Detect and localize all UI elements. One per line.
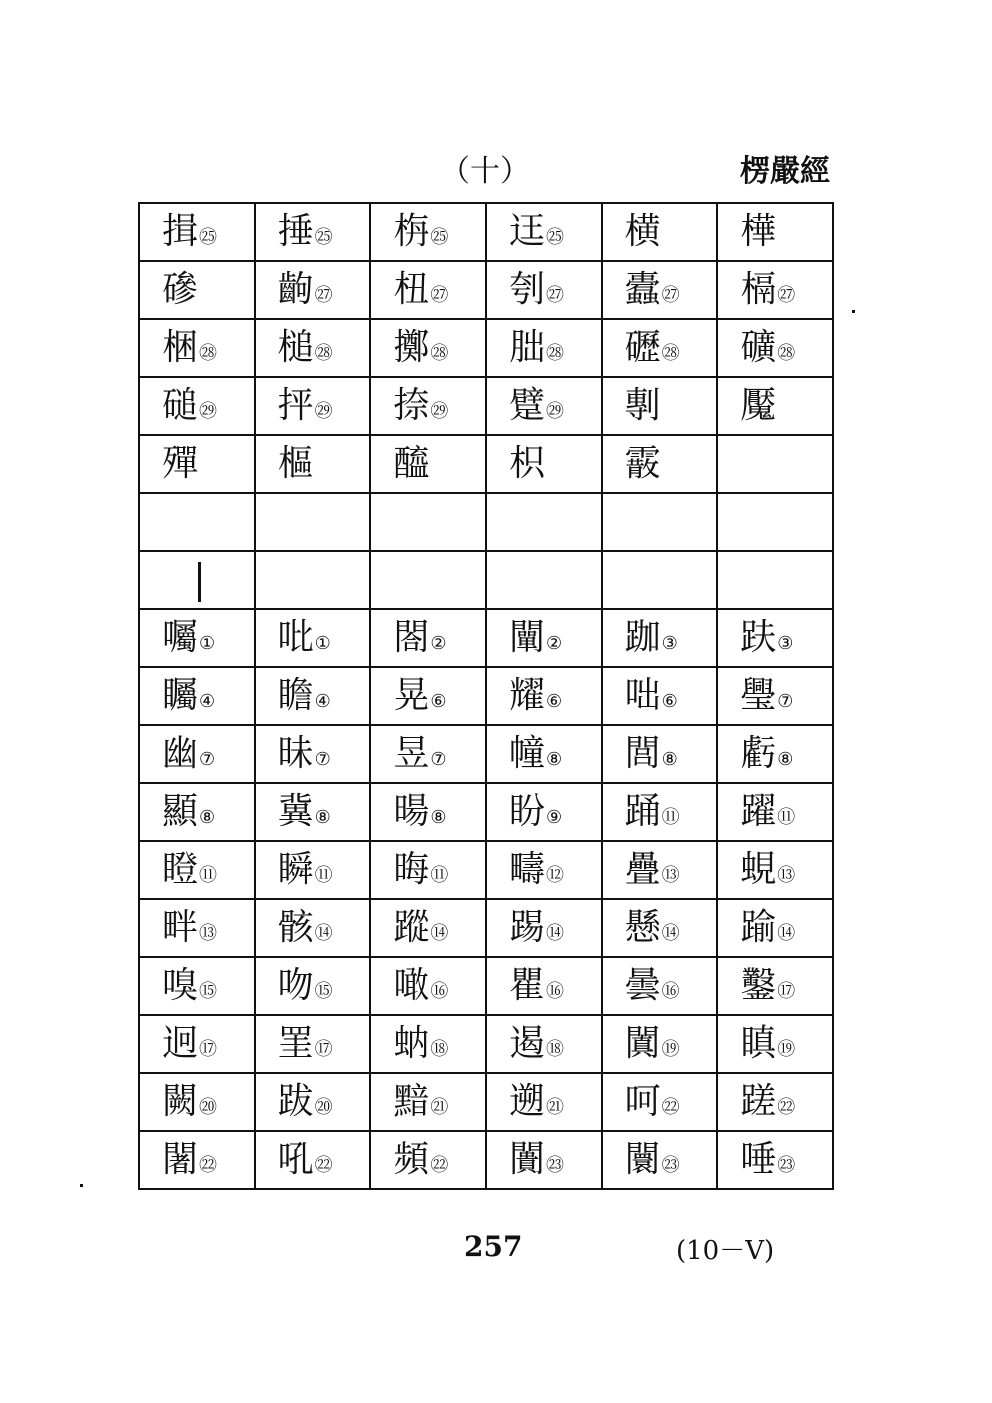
character: 樞 xyxy=(277,443,314,484)
table-cell xyxy=(602,377,718,435)
table-cell xyxy=(486,551,602,609)
table-cell xyxy=(602,899,718,957)
table-cell xyxy=(486,841,602,899)
character: 畔 xyxy=(162,907,199,948)
character: 躍 xyxy=(740,791,777,832)
footnote-number: ③ xyxy=(777,633,794,654)
footnote-number: ㉓ xyxy=(661,1155,680,1176)
table-cell xyxy=(370,841,486,899)
character: 矚 xyxy=(162,675,199,716)
table-cell xyxy=(255,667,371,725)
footnote-number: ㉘ xyxy=(430,343,449,364)
character: 闤 xyxy=(624,1139,661,1180)
header-title: 楞嚴經 xyxy=(740,154,830,189)
table-cell xyxy=(717,1015,833,1073)
character: 曇 xyxy=(624,965,661,1006)
table-cell xyxy=(486,377,602,435)
footnote-number: ⑯ xyxy=(661,981,680,1002)
footnote-number: ㉙ xyxy=(430,401,449,422)
footnote-number: ⑰ xyxy=(777,981,796,1002)
footnote-number: ⑯ xyxy=(430,981,449,1002)
character: 呵 xyxy=(624,1081,661,1122)
footnote-number: ⑭ xyxy=(314,923,333,944)
character: 吡 xyxy=(277,617,314,658)
table-row xyxy=(139,551,833,609)
character: 磓 xyxy=(162,385,199,426)
table-cell xyxy=(255,203,371,261)
table-cell xyxy=(486,783,602,841)
table-cell xyxy=(602,725,718,783)
footnote-number: ⑱ xyxy=(545,1039,564,1060)
table-cell xyxy=(255,609,371,667)
table-cell xyxy=(370,551,486,609)
speck-mark xyxy=(80,1184,83,1187)
footnote-number: ① xyxy=(314,633,331,654)
character: 唾 xyxy=(740,1139,777,1180)
character: 幽 xyxy=(162,733,199,774)
table-cell xyxy=(370,1073,486,1131)
table-cell xyxy=(602,493,718,551)
table-cell xyxy=(486,1015,602,1073)
table-cell xyxy=(717,319,833,377)
page-number: 257 xyxy=(464,1230,523,1263)
footnote-number: ㉓ xyxy=(777,1155,796,1176)
table-cell xyxy=(139,783,255,841)
character: 瞪 xyxy=(162,849,199,890)
character: 咄 xyxy=(624,675,661,716)
character: 蠹 xyxy=(624,269,661,310)
character: 鑿 xyxy=(740,965,777,1006)
character: 囑 xyxy=(162,617,199,658)
table-cell xyxy=(139,609,255,667)
character: 頻 xyxy=(393,1139,430,1180)
table-cell xyxy=(255,493,371,551)
footnote-number: ⑥ xyxy=(661,691,678,712)
table-cell xyxy=(717,725,833,783)
character: 趺 xyxy=(740,617,777,658)
footnote-number: ⑳ xyxy=(314,1097,333,1118)
character: 栴 xyxy=(393,211,430,252)
table-cell xyxy=(370,435,486,493)
character: 揖 xyxy=(162,211,199,252)
character: 闠 xyxy=(508,1139,545,1180)
table-cell xyxy=(370,725,486,783)
footnote-number: ⑧ xyxy=(777,749,794,770)
character: 杻 xyxy=(393,269,430,310)
character: 蹤 xyxy=(393,907,430,948)
table-cell xyxy=(602,783,718,841)
character-table xyxy=(138,202,834,1190)
table-row xyxy=(139,203,833,261)
table-cell xyxy=(255,957,371,1015)
table-cell xyxy=(486,203,602,261)
table-cell xyxy=(255,261,371,319)
table-cell xyxy=(139,377,255,435)
footnote-number: ⑥ xyxy=(545,691,563,712)
table-cell xyxy=(486,493,602,551)
character: 闍 xyxy=(162,1139,199,1180)
character: 瞬 xyxy=(277,849,314,890)
table-cell xyxy=(139,493,255,551)
character: 閤 xyxy=(393,617,430,658)
footnote-number: ⑧ xyxy=(430,807,447,828)
footnote-number: ⑬ xyxy=(199,923,218,944)
table-cell xyxy=(139,1131,255,1189)
footnote-number: ㉘ xyxy=(545,343,564,364)
character: 璺 xyxy=(740,675,777,716)
footnote-number: ㉕ xyxy=(199,227,218,248)
character: 閭 xyxy=(624,733,661,774)
footnote-number: ⑫ xyxy=(545,865,564,886)
table-cell xyxy=(486,725,602,783)
footnote-number: ⑭ xyxy=(545,923,564,944)
character: 遏 xyxy=(508,1023,545,1064)
table-cell xyxy=(139,667,255,725)
character: 抨 xyxy=(277,385,314,426)
footnote-number: ㉕ xyxy=(314,227,333,248)
character: 跋 xyxy=(277,1081,314,1122)
character: 晦 xyxy=(393,849,430,890)
character: 骸 xyxy=(277,907,314,948)
footnote-number: ⑭ xyxy=(661,923,680,944)
table-row xyxy=(139,1131,833,1189)
character: 跏 xyxy=(624,617,661,658)
table-cell xyxy=(602,609,718,667)
character: 噉 xyxy=(393,965,430,1006)
table-cell xyxy=(255,725,371,783)
table-cell xyxy=(255,1015,371,1073)
table-row xyxy=(139,377,833,435)
table-cell xyxy=(717,609,833,667)
table-cell xyxy=(717,957,833,1015)
character: 踰 xyxy=(740,907,777,948)
table-cell xyxy=(255,435,371,493)
footnote-number: ⑬ xyxy=(777,865,796,886)
table-cell xyxy=(139,319,255,377)
table-row xyxy=(139,1073,833,1131)
table-cell xyxy=(717,841,833,899)
table-row xyxy=(139,957,833,1015)
footnote-number: ② xyxy=(545,633,563,654)
character: 迥 xyxy=(162,1023,199,1064)
footnote-number: ㉑ xyxy=(545,1097,564,1118)
table-row xyxy=(139,493,833,551)
footnote-number: ⑨ xyxy=(545,807,563,828)
table-cell xyxy=(139,957,255,1015)
character: 剸 xyxy=(624,385,661,426)
table-cell xyxy=(139,1015,255,1073)
footnote-number: ㉗ xyxy=(314,285,333,306)
table-cell xyxy=(370,609,486,667)
table-cell xyxy=(717,261,833,319)
table-cell xyxy=(139,261,255,319)
character: 礦 xyxy=(740,327,777,368)
character: 殫 xyxy=(162,443,199,484)
character: 黯 xyxy=(393,1081,430,1122)
footnote-number: ⑰ xyxy=(199,1039,218,1060)
table-cell xyxy=(602,1073,718,1131)
footnote-number: ㉙ xyxy=(545,401,564,422)
character: 磣 xyxy=(162,269,199,310)
table-cell xyxy=(370,667,486,725)
footnote-number: ③ xyxy=(661,633,678,654)
footnote-number: ㉒ xyxy=(199,1155,218,1176)
character: 槅 xyxy=(740,269,777,310)
footnote-number: ㉘ xyxy=(661,343,680,364)
character: 醯 xyxy=(393,443,430,484)
table-row xyxy=(139,319,833,377)
table-row xyxy=(139,841,833,899)
table-cell xyxy=(486,609,602,667)
character: 顯 xyxy=(162,791,199,832)
footnote-number: ㉙ xyxy=(314,401,333,422)
character: 梱 xyxy=(162,327,199,368)
table-cell xyxy=(717,435,833,493)
character: 躄 xyxy=(508,385,545,426)
footnote-number: ⑥ xyxy=(430,691,447,712)
table-cell xyxy=(370,957,486,1015)
header-volume: （十） xyxy=(440,154,530,189)
character: 魘 xyxy=(740,385,777,426)
table-cell xyxy=(139,551,255,609)
table-cell xyxy=(255,1073,371,1131)
footnote-number: ⑦ xyxy=(430,749,447,770)
table-cell xyxy=(717,203,833,261)
table-cell xyxy=(717,783,833,841)
footnote-number: ㉗ xyxy=(661,285,680,306)
table-cell xyxy=(139,841,255,899)
character: 耀 xyxy=(508,675,545,716)
table-row xyxy=(139,609,833,667)
footnote-number: ㉘ xyxy=(314,343,333,364)
character: 霰 xyxy=(624,443,661,484)
table-cell xyxy=(255,841,371,899)
footnote-number: ⑬ xyxy=(661,865,680,886)
character: 吻 xyxy=(277,965,314,1006)
table-cell xyxy=(486,435,602,493)
character: 懸 xyxy=(624,907,661,948)
table-cell xyxy=(370,261,486,319)
character: 虧 xyxy=(740,733,777,774)
table-cell xyxy=(486,667,602,725)
table-cell xyxy=(717,377,833,435)
footnote-number: ⑮ xyxy=(314,981,333,1002)
character: 槌 xyxy=(277,327,314,368)
table-cell xyxy=(717,1073,833,1131)
character: 闕 xyxy=(162,1081,199,1122)
footnote-number: ⑦ xyxy=(314,749,331,770)
character: 瞿 xyxy=(508,965,545,1006)
table-cell xyxy=(486,319,602,377)
footnote-number: ⑪ xyxy=(314,865,333,886)
footnote-number: ⑱ xyxy=(430,1039,449,1060)
character: 朏 xyxy=(508,327,545,368)
footnote-number: ⑧ xyxy=(545,749,563,770)
character: 迋 xyxy=(508,211,545,252)
table-row xyxy=(139,725,833,783)
table-cell xyxy=(486,899,602,957)
table-cell xyxy=(255,783,371,841)
table-cell xyxy=(255,899,371,957)
table-cell xyxy=(602,667,718,725)
footnote-number: ⑦ xyxy=(777,691,794,712)
table-row xyxy=(139,899,833,957)
radical-stroke-mark xyxy=(198,562,201,602)
table-cell xyxy=(602,551,718,609)
table-row xyxy=(139,261,833,319)
character: 遡 xyxy=(508,1081,545,1122)
footnote-number: ② xyxy=(430,633,447,654)
character: 罣 xyxy=(277,1023,314,1064)
footnote-number: ㉘ xyxy=(777,343,796,364)
footnote-number: ㉕ xyxy=(545,227,564,248)
table-cell xyxy=(139,725,255,783)
footnote-number: ⑪ xyxy=(199,865,218,886)
footnote-number: ⑯ xyxy=(545,981,564,1002)
table-cell xyxy=(370,203,486,261)
character: 闡 xyxy=(508,617,545,658)
table-cell xyxy=(255,551,371,609)
table-cell xyxy=(255,1131,371,1189)
table-row xyxy=(139,783,833,841)
footnote-number: ⑲ xyxy=(777,1039,796,1060)
table-cell xyxy=(486,1073,602,1131)
footnote-number: ⑧ xyxy=(661,749,678,770)
table-cell xyxy=(486,957,602,1015)
table-cell xyxy=(602,435,718,493)
table-cell xyxy=(139,435,255,493)
table-cell xyxy=(717,899,833,957)
character: 蚋 xyxy=(393,1023,430,1064)
table-cell xyxy=(602,203,718,261)
character: 齣 xyxy=(277,269,314,310)
footnote-number: ㉕ xyxy=(430,227,449,248)
footnote-number: ⑭ xyxy=(777,923,796,944)
character: 闐 xyxy=(624,1023,661,1064)
footnote-number: ㉒ xyxy=(430,1155,449,1176)
character: 幢 xyxy=(508,733,545,774)
character: 疊 xyxy=(624,849,661,890)
character: 蜆 xyxy=(740,849,777,890)
character: 枳 xyxy=(508,443,545,484)
table-cell xyxy=(370,493,486,551)
table-cell xyxy=(370,899,486,957)
table-cell xyxy=(370,1131,486,1189)
character: 礰 xyxy=(624,327,661,368)
character: 蹉 xyxy=(740,1081,777,1122)
character: 横 xyxy=(624,211,661,252)
character: 擲 xyxy=(393,327,430,368)
speck-mark xyxy=(852,310,855,313)
character: 吼 xyxy=(277,1139,314,1180)
footnote-number: ㉑ xyxy=(430,1097,449,1118)
footnote-number: ⑮ xyxy=(199,981,218,1002)
table-cell xyxy=(602,319,718,377)
footnote-number: ㉗ xyxy=(777,285,796,306)
footnote-number: ⑲ xyxy=(661,1039,680,1060)
footnote-number: ⑪ xyxy=(661,807,680,828)
footnote-number: ⑪ xyxy=(430,865,449,886)
footnote-number: ① xyxy=(199,633,216,654)
character: 瞋 xyxy=(740,1023,777,1064)
table-cell xyxy=(370,1015,486,1073)
footer-code: (10－V) xyxy=(676,1236,775,1266)
footnote-number: ㉒ xyxy=(777,1097,796,1118)
character: 晃 xyxy=(393,675,430,716)
footnote-number: ㉗ xyxy=(545,285,564,306)
table-cell xyxy=(717,551,833,609)
footnote-number: ⑰ xyxy=(314,1039,333,1060)
character: 捶 xyxy=(277,211,314,252)
character: 昧 xyxy=(277,733,314,774)
footnote-number: ㉘ xyxy=(199,343,218,364)
table-row xyxy=(139,1015,833,1073)
footnote-number: ④ xyxy=(199,691,216,712)
character: 踊 xyxy=(624,791,661,832)
table-cell xyxy=(717,667,833,725)
table-cell xyxy=(602,261,718,319)
table-cell xyxy=(370,783,486,841)
character: 樺 xyxy=(740,211,777,252)
character: 昱 xyxy=(393,733,430,774)
table-cell xyxy=(717,1131,833,1189)
table-cell xyxy=(486,261,602,319)
character: 踢 xyxy=(508,907,545,948)
table-cell xyxy=(139,899,255,957)
character: 嗅 xyxy=(162,965,199,1006)
table-cell xyxy=(602,957,718,1015)
character: 捺 xyxy=(393,385,430,426)
character: 疇 xyxy=(508,849,545,890)
footnote-number: ④ xyxy=(314,691,331,712)
footnote-number: ㉒ xyxy=(314,1155,333,1176)
table-row xyxy=(139,435,833,493)
footnote-number: ㉒ xyxy=(661,1097,680,1118)
table-cell xyxy=(370,319,486,377)
table-cell xyxy=(370,377,486,435)
table-cell xyxy=(602,841,718,899)
character: 刳 xyxy=(508,269,545,310)
table-cell xyxy=(602,1015,718,1073)
table-row xyxy=(139,667,833,725)
character: 暘 xyxy=(393,791,430,832)
table-cell xyxy=(139,203,255,261)
table-cell xyxy=(717,493,833,551)
character: 冀 xyxy=(277,791,314,832)
table-cell xyxy=(255,319,371,377)
footnote-number: ⑪ xyxy=(777,807,796,828)
footnote-number: ⑧ xyxy=(314,807,331,828)
footnote-number: ㉙ xyxy=(199,401,218,422)
table-cell xyxy=(255,377,371,435)
footnote-number: ⑳ xyxy=(199,1097,218,1118)
table-cell xyxy=(139,1073,255,1131)
character: 瞻 xyxy=(277,675,314,716)
table-cell xyxy=(602,1131,718,1189)
footnote-number: ㉗ xyxy=(430,285,449,306)
character: 盼 xyxy=(508,791,545,832)
footnote-number: ⑭ xyxy=(430,923,449,944)
footnote-number: ⑦ xyxy=(199,749,216,770)
footnote-number: ㉓ xyxy=(545,1155,564,1176)
table-cell xyxy=(486,1131,602,1189)
footnote-number: ⑧ xyxy=(199,807,216,828)
